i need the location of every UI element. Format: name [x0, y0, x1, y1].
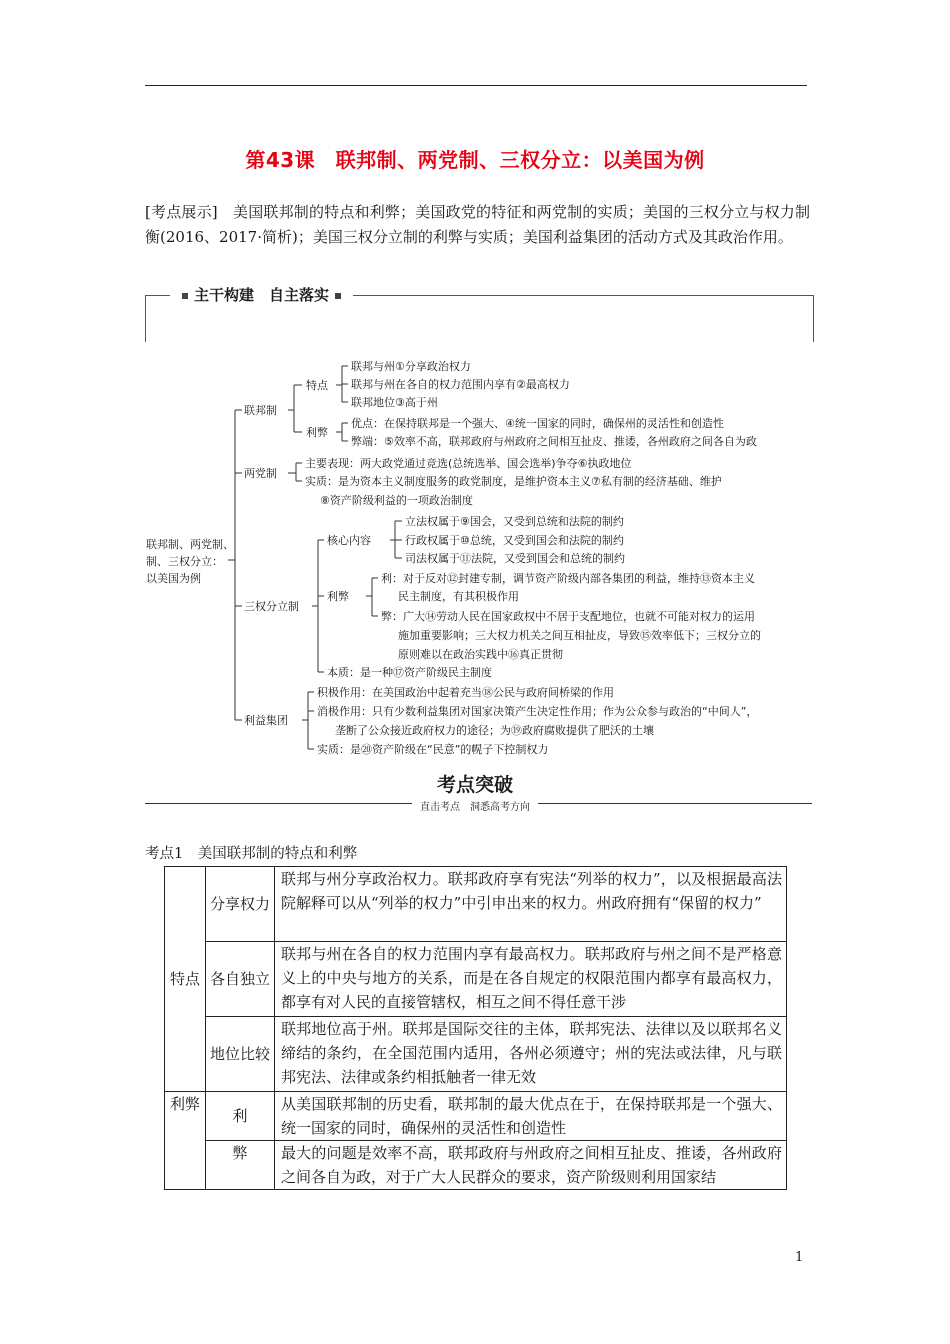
node-t3: ⑧资产阶级利益的一项政治制度 — [320, 494, 473, 507]
kaodian-1-heading: 考点1 美国联邦制的特点和利弊 — [145, 846, 358, 862]
node-twoparty: 两党制 — [244, 467, 277, 480]
square-bullet-icon — [182, 293, 188, 299]
node-l1: 利：对于反对⑫封建专制，调节资产阶级内部各集团的利益，维持⑬资本主义 — [381, 572, 755, 585]
node-l2: 民主制度，有其积极作用 — [398, 590, 519, 603]
node-features: 特点 — [306, 379, 328, 392]
node-i1: 积极作用：在美国政治中起着充当⑱公民与政府间桥梁的作用 — [317, 686, 614, 699]
node-l5: 原则难以在政治实践中⑯真正贯彻 — [398, 648, 563, 661]
node-c3: 司法权属于⑪法院，又受到国会和总统的制约 — [405, 552, 625, 565]
features-label: 特点 — [165, 867, 206, 1092]
row-text: 联邦与州在各自的权力范围内享有最高权力。联邦政府与州之间不是严格意义上的中央与地方的关系，而是在各自规定的权限范围内都享有最高权力，都享有对人民的直接管辖权，相互之间不得任意干涉 — [275, 942, 787, 1017]
root-line-2: 制、三权分立： — [146, 555, 223, 568]
page-number: 1 — [795, 1250, 804, 1265]
root-line-3: 以美国为例 — [146, 572, 201, 585]
knowledge-mindmap — [140, 350, 820, 765]
node-f1: 联邦与州①分享政治权力 — [351, 360, 471, 373]
node-i4: 实质：是⑳资产阶级在“民意”的幌子下控制权力 — [317, 743, 549, 756]
kaodian-title: 考点突破 — [436, 774, 513, 796]
node-essence: 本质：是一种⑰资产阶级民主制度 — [327, 666, 492, 679]
node-separation: 三权分立制 — [244, 600, 299, 613]
node-core: 核心内容 — [327, 534, 371, 547]
kaodian-subtitle: 直击考点 洞悉高考方向 — [0, 798, 950, 813]
node-procon: 利弊 — [306, 426, 328, 439]
node-t1: 主要表现：两大政党通过竞选(总统选举、国会选举)争夺⑥执政地位 — [305, 457, 632, 470]
row-label: 利 — [206, 1092, 275, 1141]
row-label: 各自独立 — [206, 942, 275, 1017]
table-row — [165, 942, 787, 1017]
row-label: 地位比较 — [206, 1017, 275, 1092]
row-text: 从美国联邦制的历史看，联邦制的最大优点在于，在保持联邦是一个强大、统一国家的同时，确保州的灵活性和创造性 — [275, 1092, 787, 1141]
table-row — [165, 1017, 787, 1092]
node-c2: 行政权属于⑩总统，又受到国会和法院的制约 — [405, 534, 624, 547]
node-lb: 利弊 — [327, 590, 349, 603]
row-text: 联邦与州分享政治权力。联邦政府享有宪法“列举的权力”，以及根据最高法院解释可以从“列举的权力”中引申出来的权力。州政府拥有“保留的权力” — [275, 867, 787, 942]
node-f3: 联邦地位③高于州 — [351, 396, 438, 409]
row-text: 联邦地位高于州。联邦是国际交往的主体，联邦宪法、法律以及以联邦名义缔结的条约，在全国范围内适用，各州必须遵守；州的宪法或法律，凡与联邦宪法、法律或条约相抵触者一律无效 — [275, 1017, 787, 1092]
table-row — [165, 867, 787, 942]
node-l3: 弊：广大⑭劳动人民在国家政权中不居于支配地位，也就不可能对权力的运用 — [381, 610, 755, 623]
procon-label: 利弊 — [165, 1092, 206, 1190]
node-t2: 实质：是为资本主义制度服务的政党制度，是维护资本主义⑦私有制的经济基础、维护 — [305, 475, 722, 488]
node-p2: 弊端：⑤效率不高，联邦政府与州政府之间相互扯皮、推诿，各州政府之间各自为政 — [351, 435, 757, 448]
row-text: 最大的问题是效率不高，联邦政府与州政府之间相互扯皮、推诿，各州政府之间各自为政，对于广大人民群众的要求，资产阶级则利用国家结 — [275, 1141, 787, 1190]
node-c1: 立法权属于⑨国会，又受到总统和法院的制约 — [405, 515, 624, 528]
table-row — [165, 1141, 787, 1190]
node-f2: 联邦与州在各自的权力范围内享有②最高权力 — [351, 378, 570, 391]
node-i2: 消极作用：只有少数利益集团对国家决策产生决定性作用；作为公众参与政治的“中间人”， — [317, 705, 758, 718]
node-l4: 施加重要影响；三大权力机关之间互相扯皮，导致⑮效率低下；三权分立的 — [398, 629, 761, 642]
root-line-1: 联邦制、两党制、 — [146, 538, 234, 551]
node-i3: 垄断了公众接近政府权力的途径；为⑲政府腐败提供了肥沃的土壤 — [335, 724, 654, 737]
row-label: 弊 — [206, 1141, 275, 1190]
node-federal: 联邦制 — [244, 404, 277, 417]
top-rule — [145, 85, 807, 86]
node-interest: 利益集团 — [244, 714, 288, 727]
federalism-table — [164, 866, 787, 1190]
exam-points-intro: [考点展示] 美国联邦制的特点和利弊；美国政党的特征和两党制的实质；美国的三权分立与权力制衡(2016、2017·简析)；美国三权分立制的利弊与实质；美国利益集团的活动方式及其政治作用。 — [145, 203, 810, 246]
square-bullet-icon — [335, 293, 341, 299]
row-label: 分享权力 — [206, 867, 275, 942]
section-heading: 主干构建 自主落实 — [170, 284, 353, 305]
table-row — [165, 1092, 787, 1141]
page-title: 第43课 联邦制、两党制、三权分立：以美国为例 — [245, 148, 705, 172]
node-p1: 优点：在保持联邦是一个强大、④统一国家的同时，确保州的灵活性和创造性 — [351, 417, 724, 430]
